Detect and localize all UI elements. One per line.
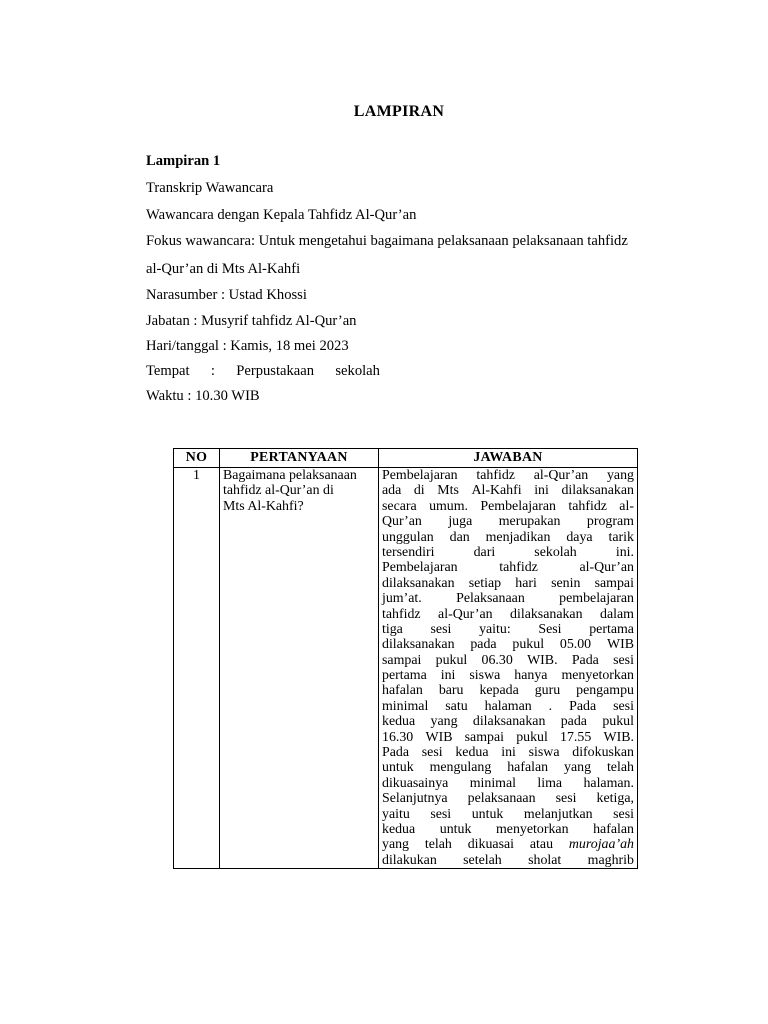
answer-word: WIB	[606, 637, 634, 653]
answer-word: Pada	[571, 652, 599, 668]
answer-word: sesi	[555, 791, 577, 807]
answer-word: tahfidz	[499, 560, 538, 576]
answer-word: Selanjutnya	[382, 791, 448, 807]
answer-line	[382, 791, 634, 806]
answer-word: tiga	[382, 621, 403, 637]
answer-word: tahfidz	[476, 468, 515, 483]
answer-word: hari	[515, 575, 537, 591]
header-question: PERTANYAAN	[220, 449, 379, 468]
answer-word: Mts	[437, 483, 459, 499]
answer-word: untuk	[439, 821, 472, 837]
answer-word: ketiga,	[596, 791, 634, 807]
answer-line	[382, 807, 634, 822]
answer-word: tersendiri	[382, 544, 435, 560]
answer-word: hafalan	[382, 683, 423, 699]
answer-line	[382, 822, 634, 837]
answer-word: umum.	[429, 498, 469, 514]
answer-word: Pembelajaran	[480, 498, 556, 514]
answer-word: tarik	[608, 529, 634, 545]
answer-word: dalam	[600, 606, 634, 622]
answer-word: program	[586, 514, 634, 530]
answer-word: .	[548, 698, 553, 714]
answer-word: al-	[619, 498, 634, 514]
place-colon: :	[210, 363, 215, 379]
answer-word: sekolah	[534, 544, 577, 560]
answer-word: halaman.	[583, 775, 634, 791]
answer-word: tahfidz	[382, 606, 421, 622]
answer-word: hafalan	[593, 821, 634, 837]
interview-table	[173, 448, 638, 869]
answer-word: siswa	[469, 668, 501, 684]
place-line	[146, 363, 380, 380]
answer-word: ini	[440, 668, 456, 684]
answer-word: al-Qur’an	[579, 560, 634, 576]
answer-word: telah	[606, 760, 634, 776]
answer-word: WIB.	[603, 729, 634, 745]
answer-word: Qur’an	[382, 514, 422, 530]
answer-line	[382, 760, 634, 775]
answer-word: Pembelajaran	[382, 468, 458, 483]
answer-word: pukul	[516, 729, 548, 745]
answer-word: telah	[424, 837, 452, 853]
answer-word: dari	[473, 544, 496, 560]
answer-word: kedua	[382, 821, 416, 837]
answer-word: sampai	[382, 652, 422, 668]
answer-word: melanjutkan	[523, 806, 593, 822]
answer-word: kepada	[479, 683, 519, 699]
answer-line	[382, 837, 634, 852]
answer-word: pukul	[602, 714, 634, 730]
answer-word: menyetorkan	[561, 668, 634, 684]
answer-word: ini	[534, 483, 549, 499]
transcript-line: Transkrip Wawancara	[146, 180, 274, 196]
answer-word: al-Qur’an	[533, 468, 589, 483]
answer-word: sampai	[464, 729, 505, 745]
table-row	[174, 468, 638, 869]
answer-word: siswa	[528, 745, 560, 761]
answer-line	[382, 545, 634, 560]
answer-line	[382, 483, 634, 498]
interview-with-line: Wawancara dengan Kepala Tahfidz Al-Qur’an	[146, 207, 417, 223]
answer-word: sesi	[430, 806, 452, 822]
answer-word: al-Qur’an	[438, 606, 493, 622]
answer-word: sesi	[430, 621, 452, 637]
header-no: NO	[174, 449, 220, 468]
answer-line	[382, 776, 634, 791]
answer-word: merupakan	[498, 514, 561, 530]
answer-word: ini.	[615, 544, 634, 560]
answer-word: sesi	[613, 652, 634, 668]
answer-word: pada	[470, 637, 497, 653]
answer-word: pertama	[382, 668, 427, 684]
answer-word: satu	[445, 698, 468, 714]
question-line: Mts Al-Kahfi?	[223, 498, 304, 514]
answer-word: atau	[529, 837, 554, 853]
answer-word: pukul	[435, 652, 468, 668]
place-word-1: Perpustakaan	[236, 363, 315, 379]
answer-word: sesi	[421, 745, 443, 761]
answer-word: 06.30	[481, 652, 513, 668]
answer-word: juga	[448, 514, 473, 530]
place-label: Tempat	[146, 363, 190, 379]
answer-word: untuk	[471, 806, 504, 822]
page-title: LAMPIRAN	[353, 103, 445, 120]
header-answer: JAWABAN	[379, 449, 638, 468]
answer-word: lima	[537, 775, 563, 791]
answer-line	[382, 622, 634, 637]
answer-word: dikuasainya	[382, 775, 449, 791]
answer-line	[382, 576, 634, 591]
answer-word: minimal	[382, 698, 429, 714]
appendix-heading: Lampiran 1	[146, 153, 221, 169]
answer-word: dilaksanakan	[472, 714, 546, 730]
answer-word: hafalan	[507, 760, 549, 776]
answer-word: sesi	[613, 806, 634, 822]
answer-line	[382, 745, 634, 760]
answer-word: baru	[438, 683, 464, 699]
answer-word: pengampu	[576, 683, 634, 699]
answer-line	[382, 591, 634, 606]
answer-word: dilaksanakan	[561, 483, 634, 499]
answer-line	[382, 699, 634, 714]
answer-word: pembelajaran	[559, 591, 634, 607]
answer-line	[382, 530, 634, 545]
answer-word: Pada	[569, 698, 597, 714]
focus-line-1: Fokus wawancara: Untuk mengetahui bagaimana pelaksanaan pelaksanaan tahfidz	[146, 233, 628, 249]
answer-word: WIB	[425, 729, 453, 745]
answer-word: setiap	[468, 575, 502, 591]
answer-word: kedua	[382, 714, 416, 730]
answer-word: dilakukan	[382, 852, 437, 868]
place-word-2: sekolah	[335, 363, 380, 379]
answer-word: daya	[566, 529, 593, 545]
answer-word: Pelaksanaan	[456, 591, 525, 607]
answer-word: ada	[382, 483, 402, 499]
question-line: Bagaimana pelaksanaan	[223, 468, 357, 483]
answer-word: hanya	[514, 668, 548, 684]
answer-word: 17.55	[560, 729, 592, 745]
answer-word: pertama	[589, 621, 634, 637]
answer-word: Sesi	[538, 621, 562, 637]
answer-word: di	[413, 483, 425, 499]
row-number: 1	[174, 468, 220, 869]
answer-word: minimal	[469, 775, 517, 791]
answer-line	[382, 468, 634, 483]
answer-word: Pada	[382, 745, 410, 761]
answer-word: Pembelajaran	[382, 560, 458, 576]
answer-line	[382, 653, 634, 668]
answer-word: tahfidz	[568, 498, 607, 514]
answer-word: secara	[382, 498, 417, 514]
focus-line-2: al-Qur’an di Mts Al-Kahfi	[146, 261, 301, 277]
answer-word: Al-Kahfi	[471, 483, 522, 499]
answer-word: yaitu:	[479, 621, 511, 637]
answer-word: 16.30	[382, 729, 414, 745]
answer-word: pukul	[512, 637, 545, 653]
answer-word: maghrib	[587, 852, 634, 868]
answer-word: sampai	[594, 575, 634, 591]
answer-word: dan	[449, 529, 470, 545]
answer-word: setelah	[463, 852, 502, 868]
answer-word: pelaksanaan	[467, 791, 536, 807]
answer-word: yaitu	[382, 806, 410, 822]
answer-word: sholat	[528, 852, 562, 868]
answer-word: guru	[534, 683, 561, 699]
answer-word: pada	[560, 714, 587, 730]
answer-line	[382, 499, 634, 514]
answer-line	[382, 853, 634, 868]
answer-word: halaman	[484, 698, 532, 714]
answer-line	[382, 683, 634, 698]
answer-word: WIB.	[527, 652, 558, 668]
question-cell	[220, 468, 379, 869]
answer-word: senin	[551, 575, 581, 591]
source-line: Narasumber : Ustad Khossi	[146, 287, 307, 303]
time-line: Waktu : 10.30 WIB	[146, 388, 260, 404]
answer-word: mengulang	[429, 760, 492, 776]
answer-word: sesi	[613, 698, 634, 714]
date-line: Hari/tanggal : Kamis, 18 mei 2023	[146, 338, 349, 354]
answer-line	[382, 668, 634, 683]
table-header-row	[174, 449, 638, 468]
answer-word: menjadikan	[485, 529, 551, 545]
answer-word: dikuasai	[467, 837, 515, 853]
answer-word: yang	[430, 714, 458, 730]
answer-word: untuk	[382, 760, 414, 776]
answer-word: dilaksanakan	[382, 637, 455, 653]
answer-line	[382, 714, 634, 729]
answer-word: ini	[501, 745, 516, 761]
answer-word: unggulan	[382, 529, 434, 545]
answer-line	[382, 607, 634, 622]
answer-italic-term: murojaa’ah	[568, 837, 634, 853]
answer-word: 05.00	[559, 637, 592, 653]
answer-word: yang	[606, 468, 634, 483]
answer-word: dilaksanakan	[510, 606, 583, 622]
answer-word: dilaksanakan	[382, 575, 455, 591]
answer-word: difokuskan	[572, 745, 634, 761]
position-line: Jabatan : Musyrif tahfidz Al-Qur’an	[146, 313, 357, 329]
answer-word: menyetorkan	[496, 821, 569, 837]
answer-line	[382, 730, 634, 745]
answer-cell	[379, 468, 638, 869]
answer-word: jum’at.	[382, 591, 422, 607]
answer-line	[382, 560, 634, 575]
answer-word: yang	[564, 760, 592, 776]
question-line: tahfidz al-Qur’an di	[223, 483, 334, 499]
answer-line	[382, 637, 634, 652]
answer-word: yang	[382, 837, 410, 853]
answer-word: kedua	[455, 745, 489, 761]
answer-line	[382, 514, 634, 529]
